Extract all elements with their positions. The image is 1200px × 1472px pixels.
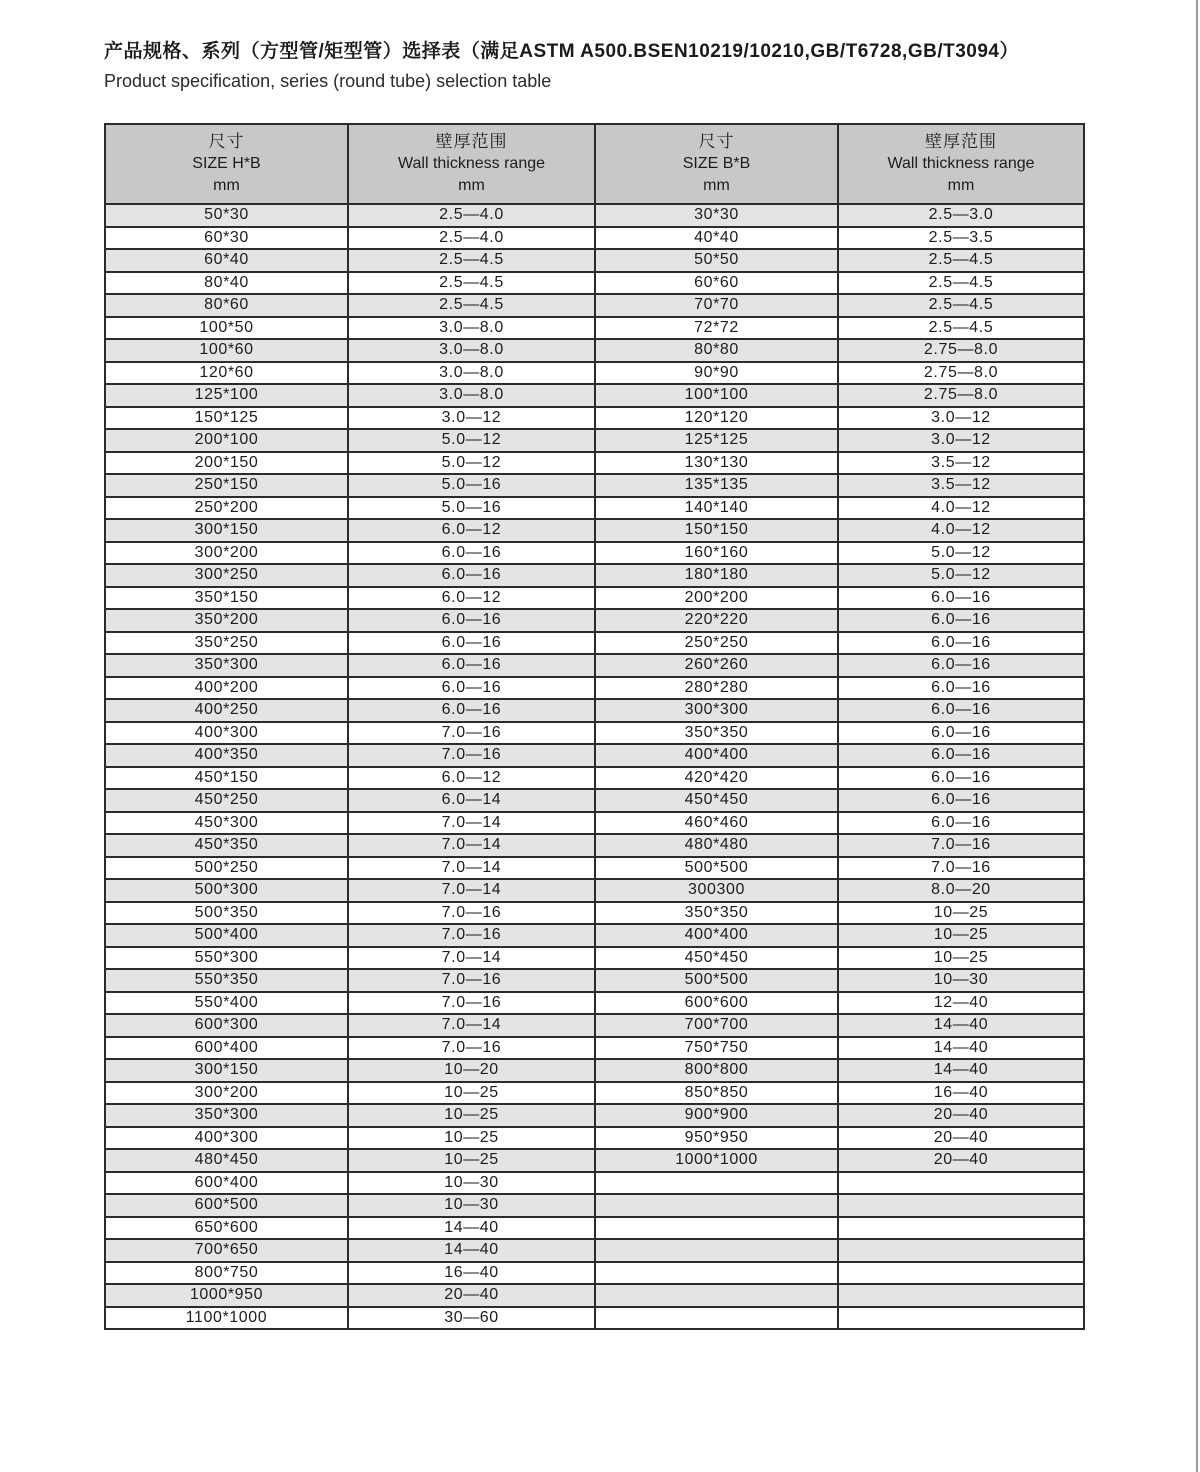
header-size-bb-unit: mm — [703, 177, 730, 194]
thickness-left-cell: 14—40 — [348, 1217, 595, 1240]
size-bb-cell: 220*220 — [595, 609, 838, 632]
size-hb-cell: 450*150 — [105, 767, 348, 790]
size-hb-cell: 500*400 — [105, 924, 348, 947]
thickness-left-cell: 2.5—4.5 — [348, 272, 595, 295]
thickness-right-cell: 10—30 — [838, 969, 1084, 992]
table-row — [105, 677, 1084, 700]
thickness-right-cell: 6.0—16 — [838, 677, 1084, 700]
size-bb-cell: 150*150 — [595, 519, 838, 542]
thickness-right-cell: 5.0—12 — [838, 542, 1084, 565]
thickness-left-cell: 10—25 — [348, 1127, 595, 1150]
size-bb-cell: 260*260 — [595, 654, 838, 677]
size-bb-cell: 50*50 — [595, 249, 838, 272]
thickness-left-cell: 7.0—14 — [348, 1014, 595, 1037]
size-bb-cell — [595, 1239, 838, 1262]
thickness-left-cell: 7.0—16 — [348, 992, 595, 1015]
size-bb-cell: 800*800 — [595, 1059, 838, 1082]
size-hb-cell: 550*400 — [105, 992, 348, 1015]
size-bb-cell: 450*450 — [595, 789, 838, 812]
thickness-left-cell: 7.0—16 — [348, 969, 595, 992]
size-hb-cell: 600*300 — [105, 1014, 348, 1037]
size-bb-cell: 80*80 — [595, 339, 838, 362]
thickness-right-cell: 6.0—16 — [838, 767, 1084, 790]
table-row — [105, 1194, 1084, 1217]
thickness-left-cell: 6.0—12 — [348, 587, 595, 610]
size-bb-cell: 180*180 — [595, 564, 838, 587]
table-row — [105, 879, 1084, 902]
thickness-left-cell: 6.0—16 — [348, 632, 595, 655]
size-hb-cell: 125*100 — [105, 384, 348, 407]
header-thickness-right-en: Wall thickness range — [887, 155, 1035, 172]
size-bb-cell: 900*900 — [595, 1104, 838, 1127]
thickness-left-cell: 20—40 — [348, 1284, 595, 1307]
size-bb-cell — [595, 1217, 838, 1240]
thickness-right-cell: 20—40 — [838, 1149, 1084, 1172]
table-row — [105, 1127, 1084, 1150]
table-row — [105, 497, 1084, 520]
thickness-left-cell: 14—40 — [348, 1239, 595, 1262]
table-row — [105, 1307, 1084, 1330]
size-hb-cell: 1100*1000 — [105, 1307, 348, 1330]
table-row — [105, 564, 1084, 587]
thickness-right-cell: 2.5—4.5 — [838, 294, 1084, 317]
size-hb-cell: 150*125 — [105, 407, 348, 430]
thickness-right-cell: 2.75—8.0 — [838, 362, 1084, 385]
size-bb-cell — [595, 1262, 838, 1285]
table-row — [105, 272, 1084, 295]
table-row — [105, 407, 1084, 430]
size-hb-cell: 200*100 — [105, 429, 348, 452]
thickness-right-cell: 6.0—16 — [838, 722, 1084, 745]
thickness-left-cell: 10—30 — [348, 1172, 595, 1195]
thickness-right-cell: 7.0—16 — [838, 834, 1084, 857]
thickness-right-cell: 6.0—16 — [838, 812, 1084, 835]
header-row — [105, 124, 1084, 204]
table-row — [105, 587, 1084, 610]
header-size-bb-en: SIZE B*B — [682, 155, 751, 172]
header-thickness-left-en: Wall thickness range — [397, 155, 546, 172]
thickness-left-cell: 3.0—12 — [348, 407, 595, 430]
size-bb-cell: 850*850 — [595, 1082, 838, 1105]
thickness-right-cell: 12—40 — [838, 992, 1084, 1015]
thickness-left-cell: 7.0—14 — [348, 834, 595, 857]
thickness-right-cell: 2.5—4.5 — [838, 272, 1084, 295]
table-row — [105, 767, 1084, 790]
table-row — [105, 249, 1084, 272]
thickness-right-cell — [838, 1262, 1084, 1285]
thickness-left-cell: 7.0—14 — [348, 947, 595, 970]
header-size-hb-en: SIZE H*B — [192, 155, 261, 172]
size-hb-cell: 800*750 — [105, 1262, 348, 1285]
size-hb-cell: 250*150 — [105, 474, 348, 497]
size-bb-cell: 500*500 — [595, 857, 838, 880]
size-hb-cell: 400*300 — [105, 1127, 348, 1150]
table-row — [105, 722, 1084, 745]
size-hb-cell: 600*400 — [105, 1037, 348, 1060]
table-row — [105, 294, 1084, 317]
header-thickness-left — [348, 124, 595, 204]
size-hb-cell: 550*350 — [105, 969, 348, 992]
table-row — [105, 1172, 1084, 1195]
size-hb-cell: 200*150 — [105, 452, 348, 475]
size-bb-cell: 120*120 — [595, 407, 838, 430]
thickness-left-cell: 5.0—12 — [348, 429, 595, 452]
size-bb-cell: 400*400 — [595, 744, 838, 767]
header-size-hb — [105, 124, 348, 204]
size-bb-cell — [595, 1194, 838, 1217]
table-row — [105, 744, 1084, 767]
table-row — [105, 902, 1084, 925]
thickness-left-cell: 5.0—12 — [348, 452, 595, 475]
size-bb-cell: 400*400 — [595, 924, 838, 947]
thickness-right-cell: 3.5—12 — [838, 474, 1084, 497]
size-bb-cell: 40*40 — [595, 227, 838, 250]
header-thickness-right-cn: 壁厚范围 — [925, 132, 997, 151]
size-hb-cell: 400*350 — [105, 744, 348, 767]
size-hb-cell: 50*30 — [105, 204, 348, 227]
table-row — [105, 1059, 1084, 1082]
thickness-right-cell: 3.0—12 — [838, 429, 1084, 452]
size-hb-cell: 100*60 — [105, 339, 348, 362]
thickness-left-cell: 5.0—16 — [348, 474, 595, 497]
thickness-left-cell: 7.0—16 — [348, 744, 595, 767]
table-row — [105, 834, 1084, 857]
thickness-left-cell: 10—25 — [348, 1149, 595, 1172]
size-bb-cell: 950*950 — [595, 1127, 838, 1150]
thickness-right-cell: 3.0—12 — [838, 407, 1084, 430]
size-bb-cell — [595, 1307, 838, 1330]
table-row — [105, 474, 1084, 497]
size-bb-cell: 250*250 — [595, 632, 838, 655]
thickness-left-cell: 2.5—4.5 — [348, 294, 595, 317]
size-bb-cell: 750*750 — [595, 1037, 838, 1060]
size-hb-cell: 300*200 — [105, 1082, 348, 1105]
table-row — [105, 1239, 1084, 1262]
size-hb-cell: 500*250 — [105, 857, 348, 880]
table-row — [105, 317, 1084, 340]
size-bb-cell: 480*480 — [595, 834, 838, 857]
table-row — [105, 1037, 1084, 1060]
size-hb-cell: 350*200 — [105, 609, 348, 632]
table-row — [105, 384, 1084, 407]
header-thickness-right — [838, 124, 1084, 204]
thickness-left-cell: 7.0—14 — [348, 879, 595, 902]
size-bb-cell: 160*160 — [595, 542, 838, 565]
size-bb-cell: 60*60 — [595, 272, 838, 295]
size-hb-cell: 480*450 — [105, 1149, 348, 1172]
size-hb-cell: 450*300 — [105, 812, 348, 835]
thickness-left-cell: 6.0—16 — [348, 677, 595, 700]
thickness-left-cell: 7.0—14 — [348, 857, 595, 880]
thickness-right-cell: 14—40 — [838, 1037, 1084, 1060]
size-hb-cell: 500*350 — [105, 902, 348, 925]
size-bb-cell: 130*130 — [595, 452, 838, 475]
size-bb-cell: 90*90 — [595, 362, 838, 385]
thickness-right-cell: 2.75—8.0 — [838, 384, 1084, 407]
table-row — [105, 227, 1084, 250]
size-hb-cell: 80*40 — [105, 272, 348, 295]
thickness-left-cell: 2.5—4.0 — [348, 227, 595, 250]
size-hb-cell: 350*250 — [105, 632, 348, 655]
size-bb-cell: 280*280 — [595, 677, 838, 700]
header-thickness-left-unit: mm — [458, 177, 485, 194]
table-row — [105, 452, 1084, 475]
size-bb-cell: 140*140 — [595, 497, 838, 520]
size-bb-cell — [595, 1284, 838, 1307]
thickness-left-cell: 6.0—16 — [348, 609, 595, 632]
size-bb-cell: 450*450 — [595, 947, 838, 970]
thickness-left-cell: 10—25 — [348, 1104, 595, 1127]
table-row — [105, 1217, 1084, 1240]
thickness-right-cell: 16—40 — [838, 1082, 1084, 1105]
thickness-right-cell: 6.0—16 — [838, 744, 1084, 767]
size-bb-cell: 135*135 — [595, 474, 838, 497]
thickness-right-cell — [838, 1172, 1084, 1195]
thickness-right-cell: 6.0—16 — [838, 654, 1084, 677]
thickness-right-cell: 14—40 — [838, 1059, 1084, 1082]
thickness-right-cell: 2.5—4.5 — [838, 249, 1084, 272]
thickness-left-cell: 30—60 — [348, 1307, 595, 1330]
thickness-left-cell: 6.0—16 — [348, 564, 595, 587]
thickness-right-cell: 20—40 — [838, 1127, 1084, 1150]
thickness-left-cell: 3.0—8.0 — [348, 339, 595, 362]
size-bb-cell: 350*350 — [595, 722, 838, 745]
size-hb-cell: 600*400 — [105, 1172, 348, 1195]
size-bb-cell: 300*300 — [595, 699, 838, 722]
table-row — [105, 1149, 1084, 1172]
header-size-hb-cn: 尺寸 — [208, 132, 245, 151]
thickness-left-cell: 3.0—8.0 — [348, 362, 595, 385]
table-row — [105, 609, 1084, 632]
thickness-left-cell: 5.0—16 — [348, 497, 595, 520]
thickness-left-cell: 7.0—16 — [348, 722, 595, 745]
thickness-left-cell: 2.5—4.0 — [348, 204, 595, 227]
thickness-right-cell — [838, 1239, 1084, 1262]
thickness-right-cell: 2.5—4.5 — [838, 317, 1084, 340]
thickness-left-cell: 10—30 — [348, 1194, 595, 1217]
thickness-right-cell: 4.0—12 — [838, 519, 1084, 542]
thickness-right-cell: 10—25 — [838, 947, 1084, 970]
size-bb-cell: 350*350 — [595, 902, 838, 925]
thickness-right-cell: 3.5—12 — [838, 452, 1084, 475]
size-hb-cell: 400*250 — [105, 699, 348, 722]
size-hb-cell: 300*150 — [105, 1059, 348, 1082]
table-row — [105, 519, 1084, 542]
size-hb-cell: 100*50 — [105, 317, 348, 340]
thickness-left-cell: 7.0—16 — [348, 1037, 595, 1060]
size-bb-cell: 460*460 — [595, 812, 838, 835]
table-row — [105, 1284, 1084, 1307]
thickness-right-cell: 6.0—16 — [838, 587, 1084, 610]
thickness-right-cell: 6.0—16 — [838, 699, 1084, 722]
thickness-right-cell: 2.5—3.5 — [838, 227, 1084, 250]
size-bb-cell: 30*30 — [595, 204, 838, 227]
table-row — [105, 947, 1084, 970]
size-hb-cell: 650*600 — [105, 1217, 348, 1240]
thickness-left-cell: 10—25 — [348, 1082, 595, 1105]
table-row — [105, 542, 1084, 565]
table-row — [105, 654, 1084, 677]
size-hb-cell: 550*300 — [105, 947, 348, 970]
spec-table — [104, 123, 1085, 1330]
thickness-left-cell: 3.0—8.0 — [348, 317, 595, 340]
page-edge-line — [1196, 0, 1198, 1472]
thickness-left-cell: 6.0—12 — [348, 767, 595, 790]
thickness-right-cell: 4.0—12 — [838, 497, 1084, 520]
thickness-right-cell: 5.0—12 — [838, 564, 1084, 587]
table-row — [105, 1014, 1084, 1037]
thickness-right-cell: 20—40 — [838, 1104, 1084, 1127]
size-hb-cell: 600*500 — [105, 1194, 348, 1217]
thickness-right-cell: 6.0—16 — [838, 632, 1084, 655]
size-hb-cell: 400*300 — [105, 722, 348, 745]
header-thickness-left-cn: 壁厚范围 — [435, 132, 508, 151]
table-row — [105, 204, 1084, 227]
thickness-right-cell — [838, 1217, 1084, 1240]
thickness-left-cell: 6.0—12 — [348, 519, 595, 542]
size-hb-cell: 60*40 — [105, 249, 348, 272]
size-bb-cell: 200*200 — [595, 587, 838, 610]
size-hb-cell: 450*250 — [105, 789, 348, 812]
page-subtitle: Product specification, series (round tube) selection table — [104, 71, 552, 91]
size-bb-cell: 100*100 — [595, 384, 838, 407]
size-bb-cell: 125*125 — [595, 429, 838, 452]
thickness-right-cell: 2.5—3.0 — [838, 204, 1084, 227]
page-title: 产品规格、系列（方型管/矩型管）选择表（满足ASTM A500.BSEN10219/10210,GB/T6728,GB/T3094） — [104, 41, 1019, 62]
thickness-left-cell: 7.0—16 — [348, 902, 595, 925]
size-hb-cell: 300*150 — [105, 519, 348, 542]
size-bb-cell — [595, 1172, 838, 1195]
thickness-left-cell: 3.0—8.0 — [348, 384, 595, 407]
spec-table-head — [105, 124, 1084, 204]
thickness-right-cell: 10—25 — [838, 902, 1084, 925]
size-hb-cell: 400*200 — [105, 677, 348, 700]
size-bb-cell: 700*700 — [595, 1014, 838, 1037]
size-hb-cell: 80*60 — [105, 294, 348, 317]
table-row — [105, 1104, 1084, 1127]
thickness-left-cell: 2.5—4.5 — [348, 249, 595, 272]
thickness-right-cell — [838, 1284, 1084, 1307]
table-row — [105, 924, 1084, 947]
thickness-right-cell: 2.75—8.0 — [838, 339, 1084, 362]
size-bb-cell: 72*72 — [595, 317, 838, 340]
size-bb-cell: 70*70 — [595, 294, 838, 317]
table-row — [105, 812, 1084, 835]
size-hb-cell: 1000*950 — [105, 1284, 348, 1307]
header-thickness-right-unit: mm — [947, 177, 975, 194]
table-row — [105, 339, 1084, 362]
size-hb-cell: 700*650 — [105, 1239, 348, 1262]
size-hb-cell: 450*350 — [105, 834, 348, 857]
thickness-right-cell — [838, 1307, 1084, 1330]
size-hb-cell: 300*200 — [105, 542, 348, 565]
thickness-left-cell: 7.0—16 — [348, 924, 595, 947]
thickness-right-cell: 8.0—20 — [838, 879, 1084, 902]
thickness-right-cell: 14—40 — [838, 1014, 1084, 1037]
size-hb-cell: 120*60 — [105, 362, 348, 385]
header-size-bb — [595, 124, 838, 204]
thickness-left-cell: 16—40 — [348, 1262, 595, 1285]
size-hb-cell: 60*30 — [105, 227, 348, 250]
spec-table-body — [105, 204, 1084, 1329]
thickness-left-cell: 7.0—14 — [348, 812, 595, 835]
thickness-right-cell: 6.0—16 — [838, 789, 1084, 812]
size-hb-cell: 250*200 — [105, 497, 348, 520]
header-size-bb-cn: 尺寸 — [698, 132, 735, 151]
table-row — [105, 429, 1084, 452]
size-hb-cell: 300*250 — [105, 564, 348, 587]
size-bb-cell: 600*600 — [595, 992, 838, 1015]
thickness-left-cell: 6.0—16 — [348, 654, 595, 677]
table-row — [105, 632, 1084, 655]
table-row — [105, 969, 1084, 992]
table-row — [105, 1082, 1084, 1105]
thickness-right-cell: 6.0—16 — [838, 609, 1084, 632]
size-bb-cell: 500*500 — [595, 969, 838, 992]
thickness-right-cell: 7.0—16 — [838, 857, 1084, 880]
thickness-right-cell — [838, 1194, 1084, 1217]
table-row — [105, 362, 1084, 385]
table-row — [105, 699, 1084, 722]
size-hb-cell: 350*300 — [105, 654, 348, 677]
thickness-left-cell: 6.0—16 — [348, 542, 595, 565]
size-bb-cell: 1000*1000 — [595, 1149, 838, 1172]
size-hb-cell: 350*300 — [105, 1104, 348, 1127]
header-size-hb-unit: mm — [213, 177, 240, 194]
table-row — [105, 857, 1084, 880]
table-row — [105, 1262, 1084, 1285]
thickness-left-cell: 10—20 — [348, 1059, 595, 1082]
table-row — [105, 992, 1084, 1015]
thickness-left-cell: 6.0—14 — [348, 789, 595, 812]
size-bb-cell: 300300 — [595, 879, 838, 902]
thickness-left-cell: 6.0—16 — [348, 699, 595, 722]
page-header — [104, 36, 1104, 92]
table-row — [105, 789, 1084, 812]
size-hb-cell: 500*300 — [105, 879, 348, 902]
size-bb-cell: 420*420 — [595, 767, 838, 790]
size-hb-cell: 350*150 — [105, 587, 348, 610]
thickness-right-cell: 10—25 — [838, 924, 1084, 947]
